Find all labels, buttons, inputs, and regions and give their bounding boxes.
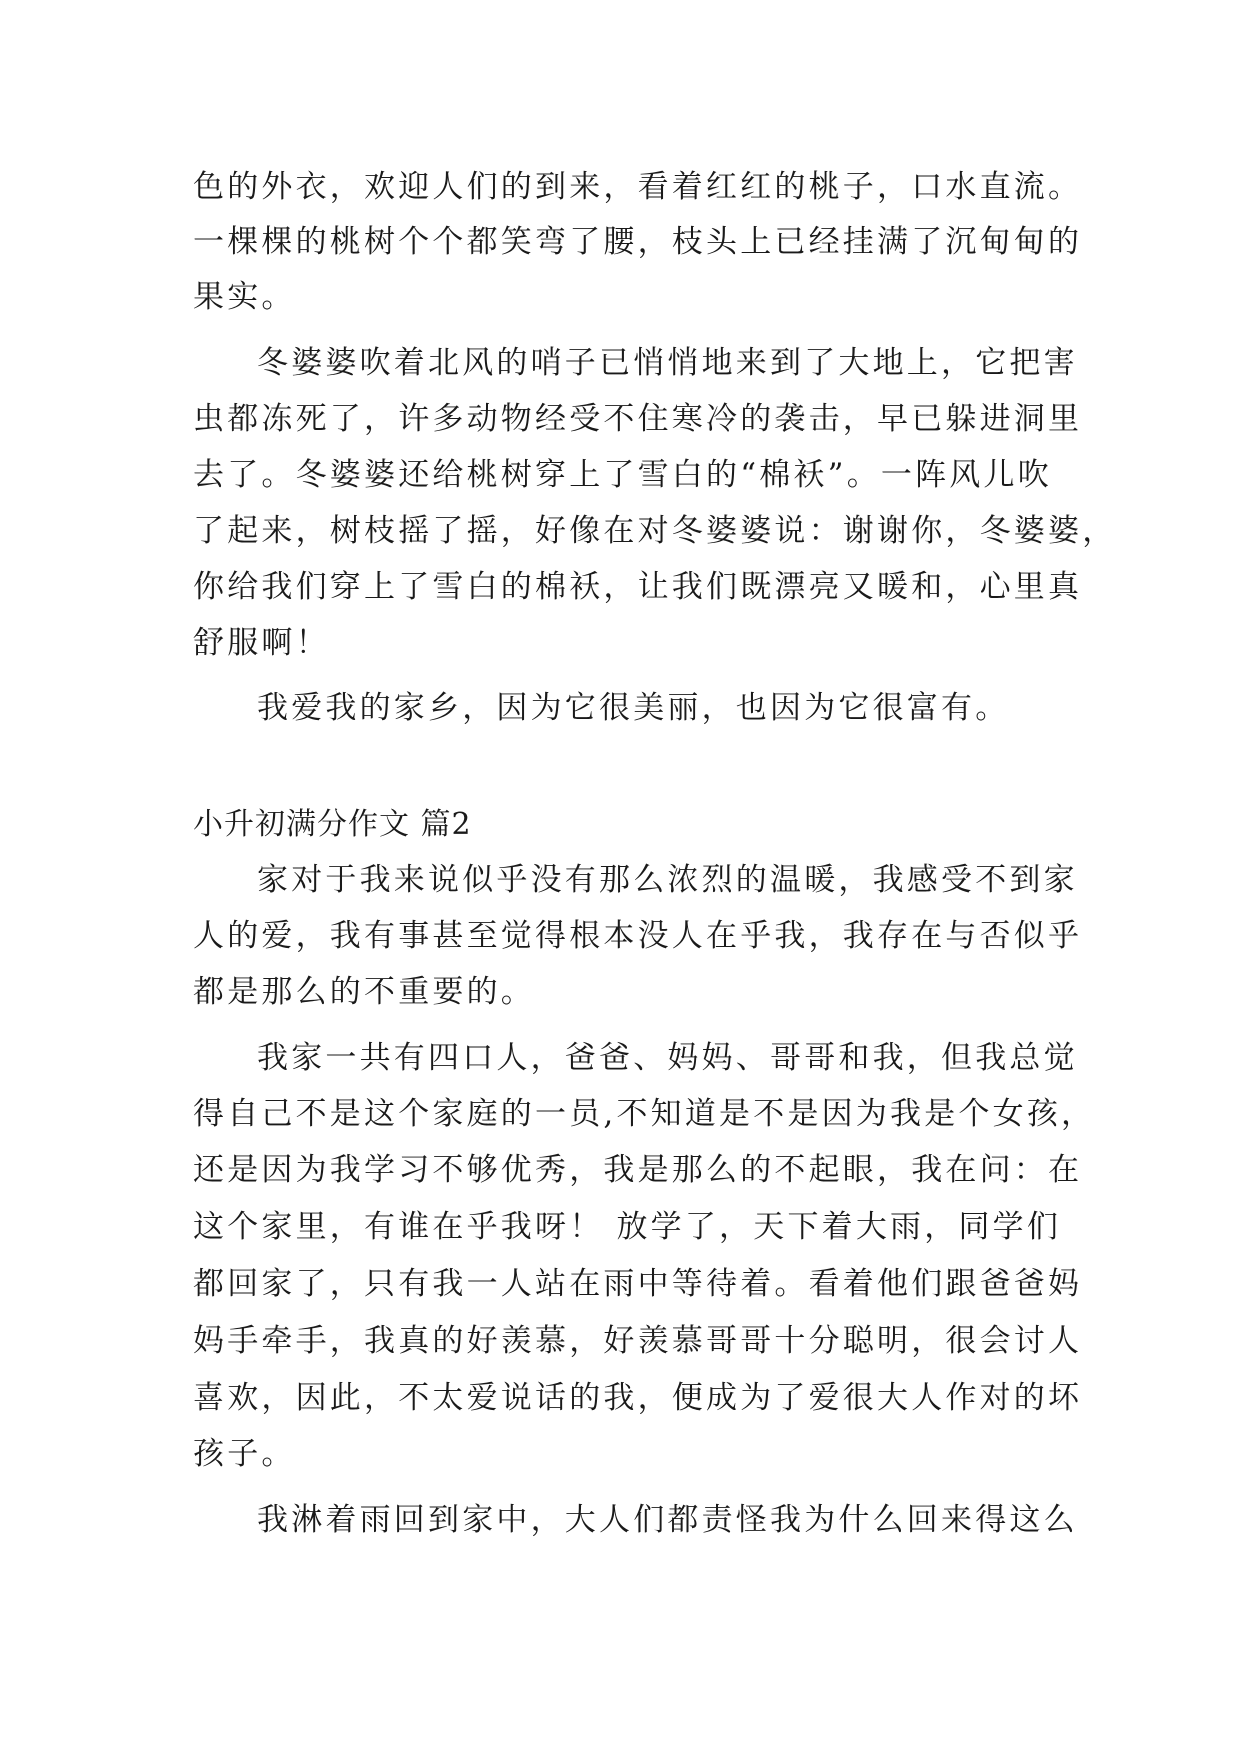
text-line: 你给我们穿上了雪白的棉袄，让我们既漂亮又暖和，心里真 [193,569,1083,605]
text-line: 人的爱，我有事甚至觉得根本没人在乎我，我存在与否似乎 [193,918,1083,954]
text-line: 去了。冬婆婆还给桃树穿上了雪白的“棉袄”。一阵风儿吹 [193,457,1052,493]
text-line: 都回家了，只有我一人站在雨中等待着。看着他们跟爸爸妈 [193,1266,1083,1302]
text-line: 还是因为我学习不够优秀，我是那么的不起眼，我在问：在 [193,1152,1083,1188]
text-line: 家对于我来说似乎没有那么浓烈的温暖，我感受不到家 [257,862,1078,898]
text-line: 虫都冻死了，许多动物经受不住寒冷的袭击，早已躲进洞里 [193,401,1083,437]
text-line: 我爱我的家乡，因为它很美丽，也因为它很富有。 [257,690,1010,726]
text-line: 得自己不是这个家庭的一员,不知道是不是因为我是个女孩， [193,1096,1096,1132]
text-line: 果实。 [193,279,296,315]
text-line: 孩子。 [193,1436,296,1472]
text-line: 色的外衣，欢迎人们的到来，看着红红的桃子，口水直流。 [193,169,1083,205]
text-line: 妈手牵手，我真的好羡慕，好羡慕哥哥十分聪明，很会讨人 [193,1323,1083,1359]
text-line: 我家一共有四口人，爸爸、妈妈、哥哥和我，但我总觉 [257,1040,1078,1076]
text-line: 喜欢，因此，不太爱说话的我，便成为了爱很大人作对的坏 [193,1380,1083,1416]
text-line: 了起来，树枝摇了摇，好像在对冬婆婆说：谢谢你，冬婆婆， [193,513,1117,549]
text-line: 舒服啊！ [193,625,330,661]
text-line: 一棵棵的桃树个个都笑弯了腰，枝头上已经挂满了沉甸甸的 [193,224,1083,260]
text-line: 冬婆婆吹着北风的哨子已悄悄地来到了大地上，它把害 [257,345,1078,381]
text-line: 我淋着雨回到家中，大人们都责怪我为什么回来得这么 [257,1502,1078,1538]
text-line: 这个家里，有谁在乎我呀！ 放学了，天下着大雨，同学们 [193,1209,1062,1245]
text-line: 都是那么的不重要的。 [193,974,535,1010]
section-heading: 小升初满分作文 篇2 [193,807,472,842]
